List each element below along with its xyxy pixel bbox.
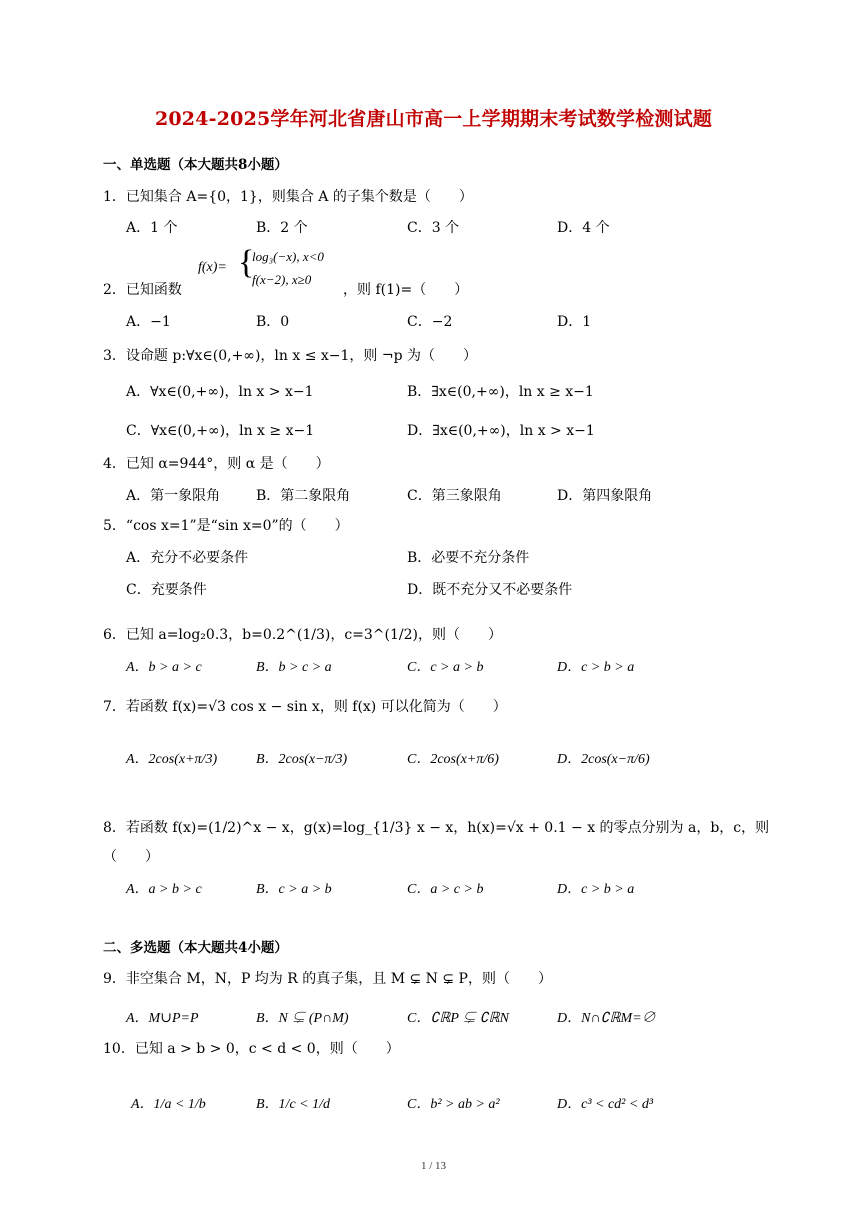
q4-option-a: A．第一象限角	[126, 488, 221, 504]
q8-option-d: D．c > b > a	[557, 882, 635, 897]
q1-option-c: C．3 个	[407, 220, 460, 236]
q3-option-c: C．∀x∈(0,+∞)，ln x ≥ x−1	[126, 423, 315, 439]
q4-option-d: D．第四象限角	[557, 488, 653, 504]
q2-case-2: f(x−2), x≥0	[252, 272, 312, 287]
q2-function-lhs: f(x)=	[198, 260, 227, 275]
q5-option-b: B．必要不充分条件	[407, 550, 530, 566]
q2-option-c: C．−2	[407, 314, 453, 330]
q6-option-c: C．c > a > b	[407, 660, 484, 675]
q3-option-a: A．∀x∈(0,+∞)，ln x > x−1	[126, 384, 314, 400]
q1-option-a: A．1 个	[126, 220, 178, 236]
q9-option-b: B．N ⊊ (P∩M)	[256, 1011, 349, 1026]
q2-case-1: log₃(−x), x<0	[252, 249, 324, 264]
q10-option-b: B．1/c < 1/d	[256, 1097, 330, 1112]
q9-option-c: C．∁ℝP ⊊ ∁ℝN	[407, 1011, 509, 1026]
q5-option-a: A．充分不必要条件	[126, 550, 249, 566]
section-heading-single-choice: 一、单选题（本大题共8小题）	[103, 157, 288, 173]
question-6-stem: 6．已知 a=log₂0.3，b=0.2^(1/3)，c=3^(1/2)，则（ ）	[103, 627, 502, 643]
page-number: 1 / 13	[420, 1160, 447, 1172]
question-10-stem: 10．已知 a > b > 0，c < d < 0，则（ ）	[103, 1041, 400, 1057]
q8-option-b: B．c > a > b	[256, 882, 332, 897]
question-7-stem: 7．若函数 f(x)=√3 cos x − sin x，则 f(x) 可以化简为（ ）	[103, 699, 507, 715]
question-8-stem: 8．若函数 f(x)=(1/2)^x − x，g(x)=log_{1/3} x − x，h(x)=√x + 0.1 − x 的零点分别为 a，b，c，则	[103, 820, 770, 836]
q4-option-c: C．第三象限角	[407, 488, 502, 504]
q7-option-c: C．2cos(x+π/6)	[407, 752, 499, 767]
q2-option-b: B．0	[256, 314, 290, 330]
q10-option-a: A．1/a < 1/b	[131, 1097, 206, 1112]
q1-option-d: D．4 个	[557, 220, 610, 236]
page-title: 2024-2025学年河北省唐山市高一上学期期末考试数学检测试题	[154, 108, 713, 130]
q8-option-a: A．a > b > c	[126, 882, 202, 897]
q3-option-b: B．∃x∈(0,+∞)，ln x ≥ x−1	[407, 384, 594, 400]
q3-option-d: D．∃x∈(0,+∞)，ln x > x−1	[407, 423, 595, 439]
question-1-stem: 1．已知集合 A={0，1}，则集合 A 的子集个数是（ ）	[103, 189, 473, 205]
question-4-stem: 4．已知 α=944°，则 α 是（ ）	[103, 456, 330, 472]
question-9-stem: 9．非空集合 M，N，P 均为 R 的真子集，且 M ⊊ N ⊊ P，则（ ）	[103, 971, 552, 987]
q4-option-b: B．第二象限角	[256, 488, 351, 504]
question-2-stem-prefix: 2．已知函数	[103, 282, 182, 298]
q6-option-b: B．b > c > a	[256, 660, 332, 675]
question-2-stem-suffix: ，则 f(1)=（ ）	[343, 282, 469, 298]
section-heading-multi-choice: 二、多选题（本大题共4小题）	[103, 940, 288, 956]
q7-option-a: A．2cos(x+π/3)	[126, 752, 218, 767]
question-8-stem-continued: （ ）	[103, 849, 159, 865]
q10-option-d: D．c³ < cd² < d³	[557, 1097, 654, 1112]
q6-option-d: D．c > b > a	[557, 660, 635, 675]
q9-option-d: D．N∩∁ℝM=∅	[557, 1011, 656, 1026]
q8-option-c: C．a > c > b	[407, 882, 484, 897]
q5-option-d: D．既不充分又不必要条件	[407, 582, 573, 598]
question-5-stem: 5．“cos x=1”是“sin x=0”的（ ）	[103, 518, 349, 534]
q7-option-d: D．2cos(x−π/6)	[557, 752, 650, 767]
question-3-stem: 3．设命题 p:∀x∈(0,+∞)，ln x ≤ x−1，则 ¬p 为（ ）	[103, 348, 478, 364]
q2-option-a: A．−1	[126, 314, 171, 330]
q1-option-b: B．2 个	[256, 220, 308, 236]
q9-option-a: A．M∪P=P	[126, 1011, 199, 1026]
q2-brace: {	[238, 244, 255, 281]
q10-option-c: C．b² > ab > a²	[407, 1097, 500, 1112]
q5-option-c: C．充要条件	[126, 582, 207, 598]
q2-option-d: D．1	[557, 314, 592, 330]
q7-option-b: B．2cos(x−π/3)	[256, 752, 348, 767]
q6-option-a: A．b > a > c	[126, 660, 202, 675]
